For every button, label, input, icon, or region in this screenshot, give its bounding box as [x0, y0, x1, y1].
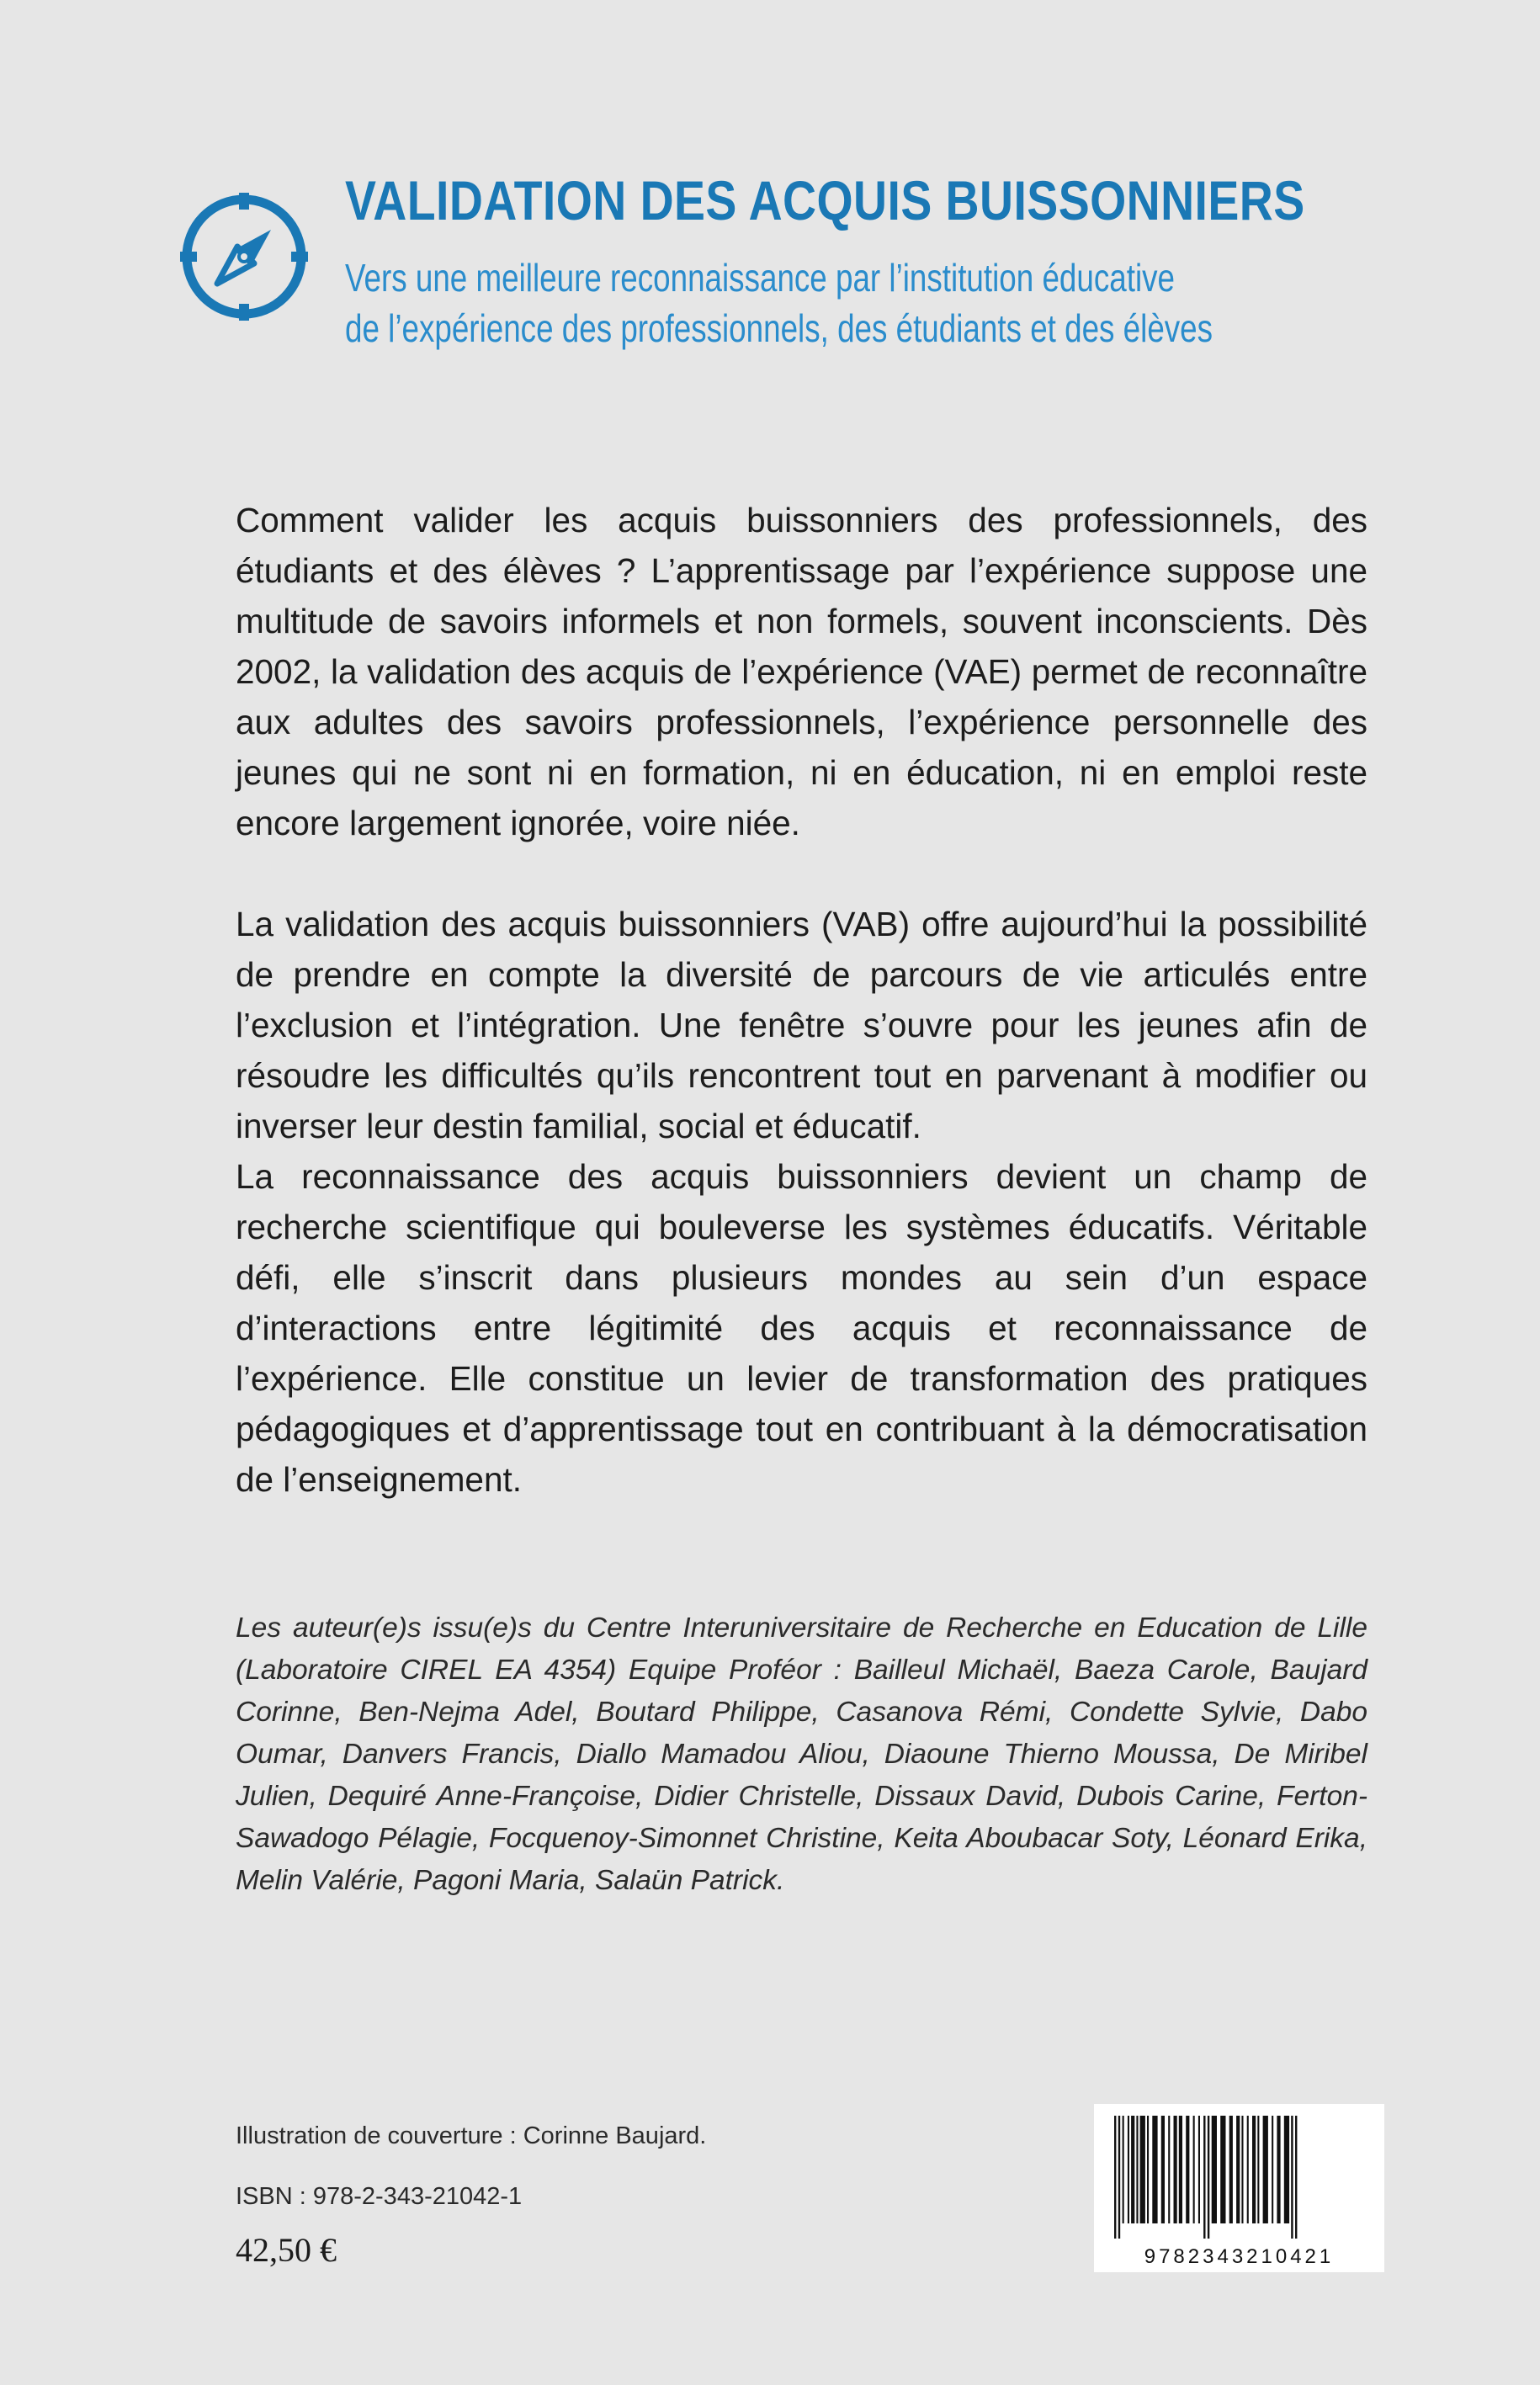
barcode-bar: [1152, 2116, 1157, 2223]
barcode-bar: [1179, 2116, 1182, 2223]
book-subtitle: [345, 252, 1213, 353]
barcode-bar: [1168, 2116, 1170, 2223]
barcode-bar: [1198, 2116, 1200, 2223]
barcode-bar: [1284, 2116, 1289, 2223]
barcode-bar: [1208, 2116, 1209, 2239]
compass-icon: [177, 189, 311, 324]
barcode-bar: [1212, 2116, 1217, 2223]
barcode-bar: [1252, 2116, 1256, 2223]
barcode-number: 9782343210421: [1144, 2245, 1335, 2268]
barcode-bar: [1241, 2116, 1243, 2223]
book-price: 42,50 €: [236, 2231, 337, 2269]
barcode-bar: [1247, 2116, 1249, 2223]
cover-illustration-credit: Illustration de couverture : Corinne Baujard.: [236, 2122, 707, 2149]
barcode-bar: [1161, 2116, 1165, 2223]
barcode-bar: [1257, 2116, 1259, 2223]
cover-header: [177, 168, 1439, 370]
barcode-bar: [1229, 2116, 1233, 2223]
isbn-number: ISBN : 978-2-343-21042-1: [236, 2183, 523, 2210]
barcode-bar: [1291, 2116, 1293, 2239]
subtitle-line-2: de l’expérience des professionnels, des étudiants et des élèves: [345, 306, 1213, 350]
barcode-bar: [1147, 2116, 1149, 2223]
barcode-bar: [1131, 2116, 1134, 2223]
authors-list: Les auteur(e)s issu(e)s du Centre Interuniversitaire de Recherche en Education de Lille (Laboratoire CIREL EA 4354) Equipe Proféor : Bailleul Michaël, Baeza Carole, Baujard Corinne, Ben-Nejma Adel, Boutard Philippe, Casanova Rémi, Condette Sylvie, Dabo Oumar, Danvers Francis, Diallo Mamadou Aliou, Diaoune Thierno Moussa, De Miribel Julien, Dequiré Anne-Françoise, Didier Christelle, Dissaux David, Dubois Carine, Ferton-Sawadogo Pélagie, Focquenoy-Simonnet Christine, Keita Aboubacar Soty, Léonard Erika, Melin Valérie, Pagoni Maria, Salaün Patrick.: [236, 1612, 1367, 1896]
barcode-icon: [1102, 2112, 1376, 2239]
barcode-bar: [1174, 2116, 1177, 2223]
barcode: [1094, 2104, 1384, 2272]
barcode-bar: [1114, 2116, 1116, 2239]
barcode-bar: [1140, 2116, 1145, 2223]
barcode-bar: [1236, 2116, 1240, 2223]
summary-paragraph-2: La validation des acquis buissonniers (VAB) offre aujourd’hui la possibilité de prendre en compte la diversité de parcours de vie articulés entre l’exclusion et l’intégration. Une fenêtre s’ouvre pour les jeunes afin de résoudre les difficultés qu’ils rencontrent tout en parvenant à modifier ou inverser leur destin familial, social et éducatif.: [236, 905, 1367, 1145]
barcode-bar: [1272, 2116, 1273, 2223]
barcode-bar: [1136, 2116, 1138, 2223]
barcode-bar: [1277, 2116, 1280, 2223]
barcode-bar: [1220, 2116, 1225, 2223]
barcode-bar: [1193, 2116, 1195, 2223]
barcode-bar: [1123, 2116, 1124, 2223]
barcode-bar: [1295, 2116, 1297, 2239]
summary-paragraph-1: Comment valider les acquis buissonniers des professionnels, des étudiants et des élèves ? L’apprentissage par l’expérience suppose une multitude de savoirs informels et non formels, souvent inconscients. Dès 2002, la validation des acquis de l’expérience (VAE) permet de reconnaître aux adultes des savoirs professionnels, l’expérience personnelle des jeunes qui ne sont ni en formation, ni en éducation, ni en emploi reste encore largement ignorée, voire niée.: [236, 501, 1367, 842]
barcode-bar: [1203, 2116, 1205, 2239]
barcode-bar: [1118, 2116, 1120, 2239]
barcode-bar: [1128, 2116, 1129, 2223]
back-cover-summary: [236, 495, 1367, 1505]
summary-paragraph-3: La reconnaissance des acquis buissonniers devient un champ de recherche scientifique qui bouleverse les systèmes éducatifs. Véritable défi, elle s’inscrit dans plusieurs mondes au sein d’un espace d’interactions entre légitimité des acquis et reconnaissance de l’expérience. Elle constitue un levier de transformation des pratiques pédagogiques et d’apprentissage tout en contribuant à la démocratisation de l’enseignement.: [236, 1157, 1367, 1499]
barcode-bar: [1186, 2116, 1189, 2223]
subtitle-line-1: Vers une meilleure reconnaissance par l’institution éducative: [345, 256, 1175, 300]
barcode-bar: [1263, 2116, 1268, 2223]
book-title: VALIDATION DES ACQUIS BUISSONNIERS: [345, 169, 1305, 231]
